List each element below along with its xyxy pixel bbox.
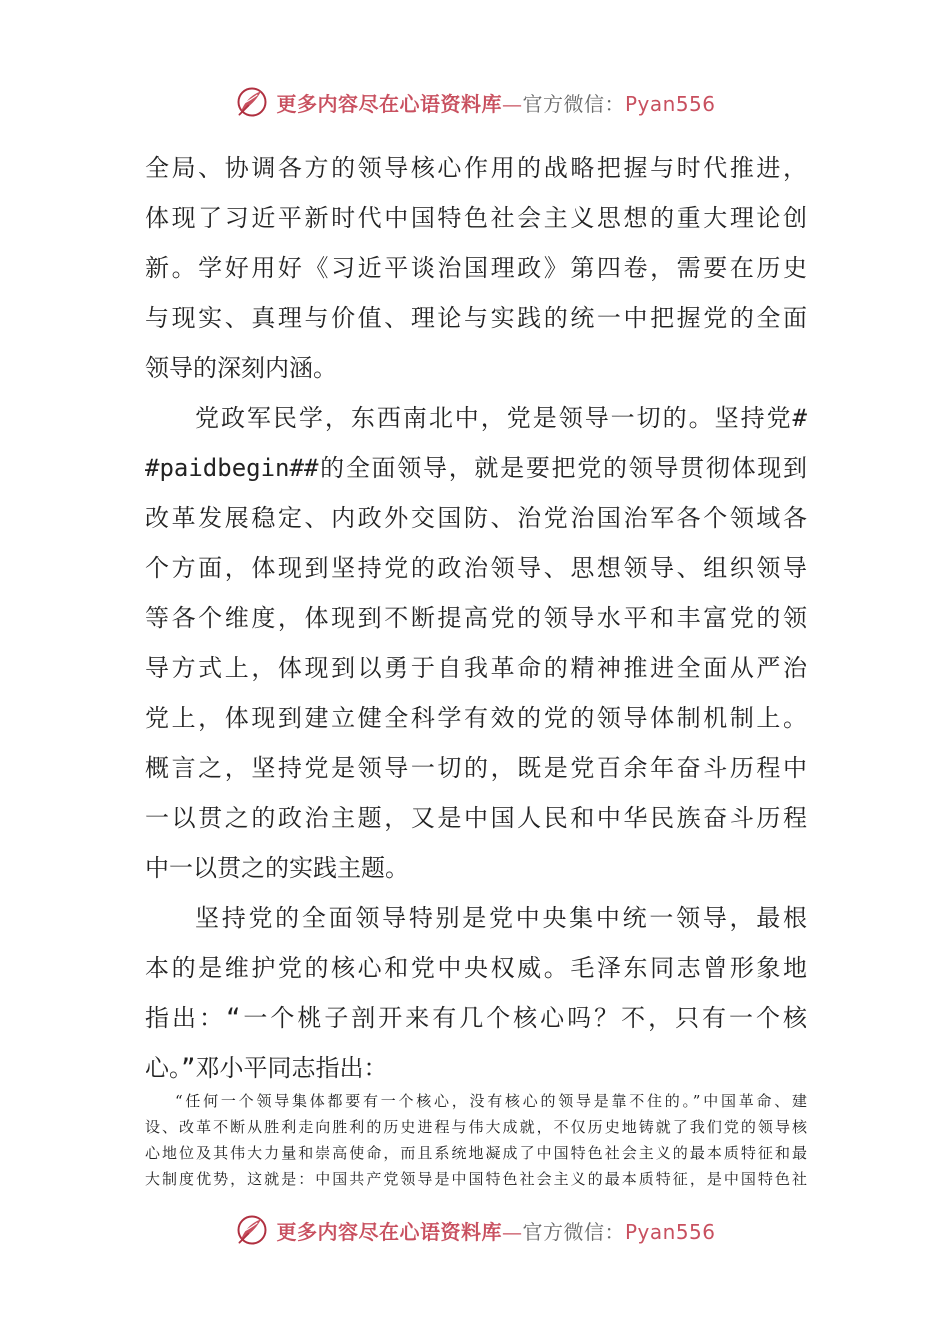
- text-line: 一以贯之的政治主题，又是中国人民和中华民族奋斗历程: [145, 804, 807, 832]
- quote-line: “任何一个领导集体都要有一个核心，没有核心的领导是靠不住的。”中国革命、建: [175, 1092, 807, 1110]
- paragraph-1: [145, 143, 807, 393]
- banner-separator: —: [501, 1219, 523, 1244]
- banner-text: [276, 88, 715, 117]
- text-line: 个方面，体现到坚持党的政治领导、思想领导、组织领导: [145, 554, 807, 582]
- paragraph-3: [145, 893, 807, 1093]
- header-banner: [0, 80, 950, 124]
- text-line: 体现了习近平新时代中国特色社会主义思想的重大理论创: [145, 204, 807, 232]
- banner-title: 更多内容尽在心语资料库: [276, 91, 502, 116]
- text-line: 等各个维度，体现到不断提高党的领导水平和丰富党的领: [145, 604, 807, 632]
- banner-wechat-label: 官方微信：: [522, 1219, 625, 1244]
- banner-wechat-label: 官方微信：: [522, 91, 625, 116]
- banner-title: 更多内容尽在心语资料库: [276, 1219, 502, 1244]
- pen-logo-icon: [234, 1212, 270, 1248]
- quote-line: 设、改革不断从胜利走向胜利的历史进程与伟大成就，不仅历史地铸就了我们党的领导核: [145, 1118, 807, 1136]
- text-line: 中一以贯之的实践主题。: [145, 854, 409, 882]
- text-line: 坚持党的全面领导特别是党中央集中统一领导，最根: [195, 904, 807, 932]
- footer-banner: [0, 1208, 950, 1252]
- paragraph-2: [145, 393, 807, 893]
- banner-separator: —: [501, 91, 523, 116]
- banner-wechat-id: Pyan556: [624, 1219, 716, 1244]
- text-line: 改革发展稳定、内政外交国防、治党治国治军各个领域各: [145, 504, 807, 532]
- text-line: 党政军民学，东西南北中，党是领导一切的。坚持党#: [195, 404, 807, 432]
- banner-text: [276, 1216, 715, 1245]
- banner-wechat-id: Pyan556: [624, 91, 716, 116]
- text-line: 全局、协调各方的领导核心作用的战略把握与时代推进，: [145, 154, 807, 182]
- text-line: 新。学好用好《习近平谈治国理政》第四卷，需要在历史: [145, 254, 807, 282]
- quote-line: 心地位及其伟大力量和崇高使命，而且系统地凝成了中国特色社会主义的最本质特征和最: [145, 1144, 807, 1162]
- pen-logo-icon: [234, 84, 270, 120]
- text-line: #paidbegin##的全面领导，就是要把党的领导贯彻体现到: [145, 454, 807, 482]
- text-line: 指出：“一个桃子剖开来有几个核心吗？不，只有一个核: [145, 1004, 807, 1032]
- text-line: 概言之，坚持党是领导一切的，既是党百余年奋斗历程中: [145, 754, 807, 782]
- text-line: 领导的深刻内涵。: [145, 354, 337, 382]
- text-line: 党上，体现到建立健全科学有效的党的领导体制机制上。: [145, 704, 807, 732]
- quote-line: 大制度优势，这就是：中国共产党领导是中国特色社会主义的最本质特征，是中国特色社: [145, 1170, 807, 1188]
- text-line: 导方式上，体现到以勇于自我革命的精神推进全面从严治: [145, 654, 807, 682]
- text-line: 本的是维护党的核心和党中央权威。毛泽东同志曾形象地: [145, 954, 807, 982]
- quote-block: [145, 1088, 807, 1192]
- text-line: 与现实、真理与价值、理论与实践的统一中把握党的全面: [145, 304, 807, 332]
- text-line: 心。”邓小平同志指出：: [145, 1054, 388, 1082]
